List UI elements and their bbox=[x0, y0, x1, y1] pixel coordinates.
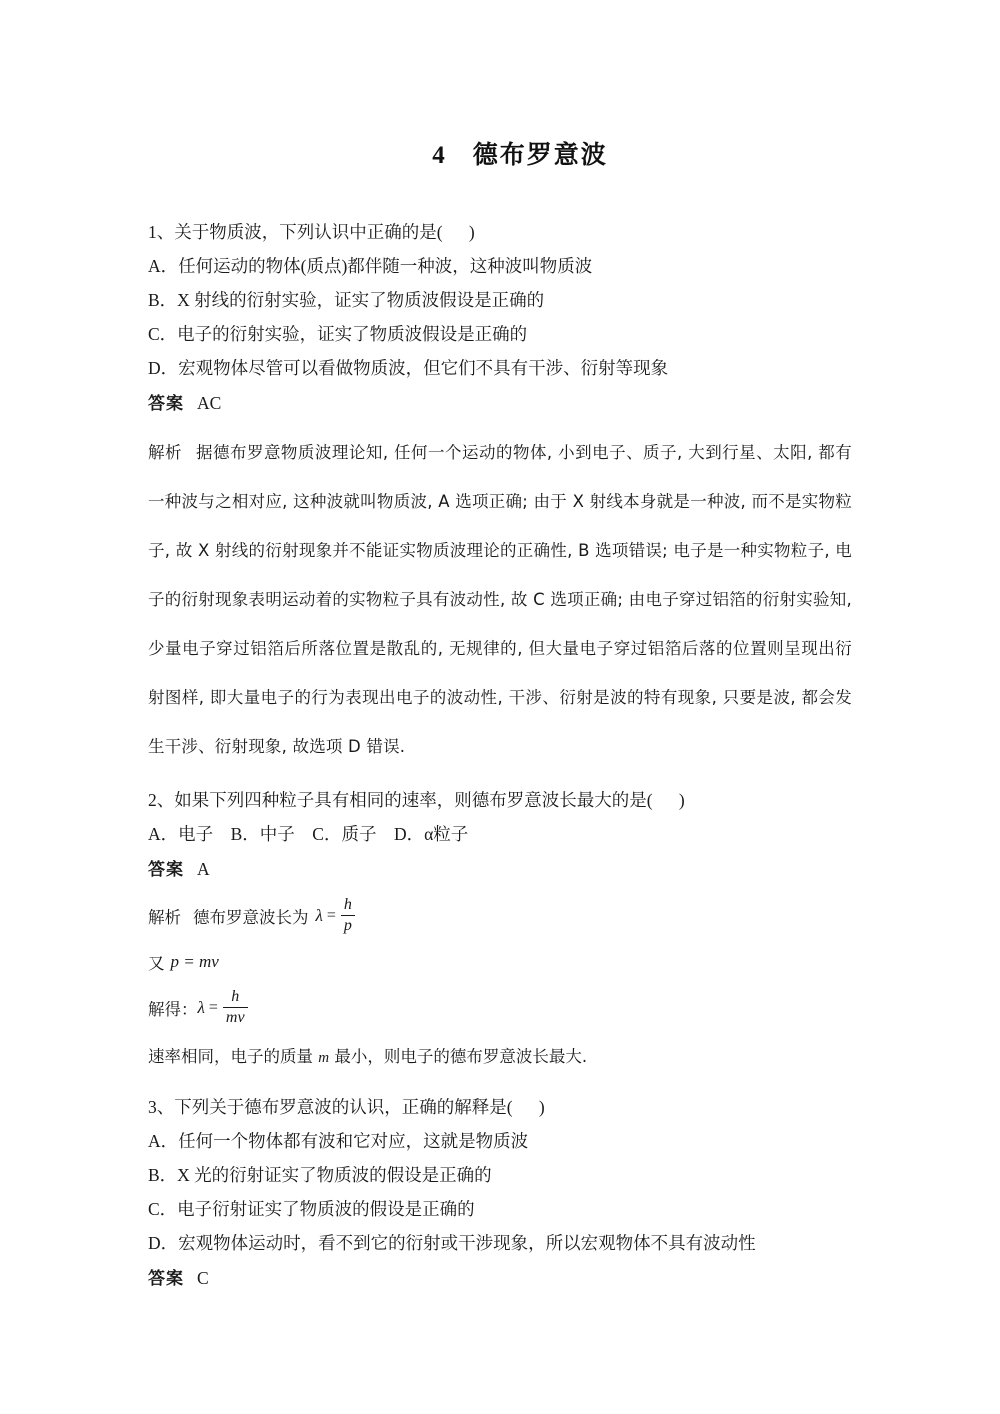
option-c[interactable]: C．电子衍射证实了物质波的假设是正确的 bbox=[148, 1199, 475, 1219]
answer-line bbox=[148, 852, 852, 887]
question-block-1 bbox=[148, 215, 852, 771]
analysis-label: 解析 bbox=[148, 443, 182, 462]
option-c[interactable]: C．电子的衍射实验，证实了物质波假设是正确的 bbox=[148, 324, 528, 344]
page-content bbox=[148, 140, 852, 1296]
option-a[interactable]: A．任何一个物体都有波和它对应，这就是物质波 bbox=[148, 1131, 529, 1151]
fraction-denominator: p bbox=[343, 916, 352, 934]
conclusion-post: 最小，则电子的德布罗意波长最大. bbox=[329, 1047, 588, 1066]
option-d[interactable]: D．宏观物体运动时，看不到它的衍射或干涉现象，所以宏观物体不具有波动性 bbox=[148, 1233, 756, 1253]
answer-value: A bbox=[197, 859, 210, 879]
fraction-h-over-mv bbox=[223, 988, 248, 1026]
option-d[interactable]: D．宏观物体尽管可以看做物质波，但它们不具有干涉、衍射等现象 bbox=[148, 358, 669, 378]
fraction-numerator: h bbox=[231, 988, 240, 1006]
answer-label: 答案 bbox=[148, 1269, 184, 1289]
fraction-bar bbox=[223, 1007, 248, 1008]
title-number: 4 bbox=[432, 142, 445, 169]
formula-lambda: λ bbox=[315, 906, 323, 925]
conclusion-pre: 速率相同，电子的质量 bbox=[148, 1047, 319, 1066]
analysis-label: 解析 bbox=[148, 908, 181, 927]
formula-lead-you: 又 bbox=[148, 954, 165, 973]
answer-value: C bbox=[197, 1268, 209, 1288]
section-gap bbox=[148, 1078, 852, 1090]
analysis-paragraph bbox=[148, 428, 852, 771]
formula-equals: = bbox=[326, 907, 336, 924]
formula-equals: = bbox=[208, 999, 218, 1016]
question-block-2 bbox=[148, 783, 852, 1078]
fraction-numerator: h bbox=[343, 896, 352, 914]
section-gap bbox=[148, 771, 852, 783]
analysis-text: 据德布罗意物质波理论知, 任何一个运动的物体, 小到电子、质子, 大到行星、太阳, 都有一种波与之相对应, 这种波就叫物质波, A 选项正确; 由于 X 射线本身就是一种波, 而不是实物粒子, 故 X 射线的衍射现象并不能证实物质波理论的正确性, B 选项错误; 电子是一种实物粒子, 电子的衍射现象表明运动着的实物粒子具有波动性, 故 C 选项正确; 由电子穿过铝箔的衍射实验知, 少量电子穿过铝箔后所落位置是散乱的, 无规律的, 但大量电子穿过铝箔后落的位置则呈现出衍射图样, 即大量电子的行为表现出电子的波动性, 干涉、衍射是波的特有现象, 只要是波, 都会发生干涉、衍射现象, 故选项 D 错误. bbox=[148, 443, 852, 756]
analysis-formula-line-1 bbox=[148, 893, 852, 939]
title-text: 德布罗意波 bbox=[472, 140, 608, 169]
formula-lambda: λ bbox=[197, 998, 205, 1017]
answer-line bbox=[148, 1261, 852, 1296]
analysis-conclusion bbox=[148, 1037, 852, 1078]
analysis-formula-line-3 bbox=[148, 985, 852, 1031]
answer-value: AC bbox=[197, 393, 222, 413]
page-title bbox=[148, 140, 852, 171]
answer-line bbox=[148, 386, 852, 421]
formula-p-equals-mv: p = mv bbox=[170, 952, 219, 971]
question-block-3 bbox=[148, 1090, 852, 1296]
answer-label: 答案 bbox=[148, 394, 184, 414]
question-stem: 2、如果下列四种粒子具有相同的速率，则德布罗意波长最大的是( ) bbox=[148, 790, 685, 810]
option-b[interactable]: B．X 射线的衍射实验，证实了物质波假设是正确的 bbox=[148, 290, 545, 310]
question-stem: 1、关于物质波，下列认识中正确的是( ) bbox=[148, 222, 475, 242]
question-stem: 3、下列关于德布罗意波的认识，正确的解释是( ) bbox=[148, 1097, 545, 1117]
analysis-formula-line-2 bbox=[148, 939, 852, 985]
conclusion-variable-m: m bbox=[318, 1050, 330, 1066]
fraction-denominator: mv bbox=[225, 1008, 245, 1026]
option-row[interactable]: A．电子 B．中子 C．质子 D．α粒子 bbox=[148, 824, 469, 844]
fraction-h-over-p bbox=[341, 896, 355, 934]
fraction-bar bbox=[341, 915, 355, 916]
option-b[interactable]: B．X 光的衍射证实了物质波的假设是正确的 bbox=[148, 1165, 492, 1185]
option-a[interactable]: A．任何运动的物体(质点)都伴随一种波，这种波叫物质波 bbox=[148, 256, 593, 276]
analysis-lead-text: 德布罗意波长为 bbox=[193, 908, 309, 927]
answer-label: 答案 bbox=[148, 860, 184, 880]
formula-lead-solve: 解得： bbox=[148, 1000, 198, 1019]
